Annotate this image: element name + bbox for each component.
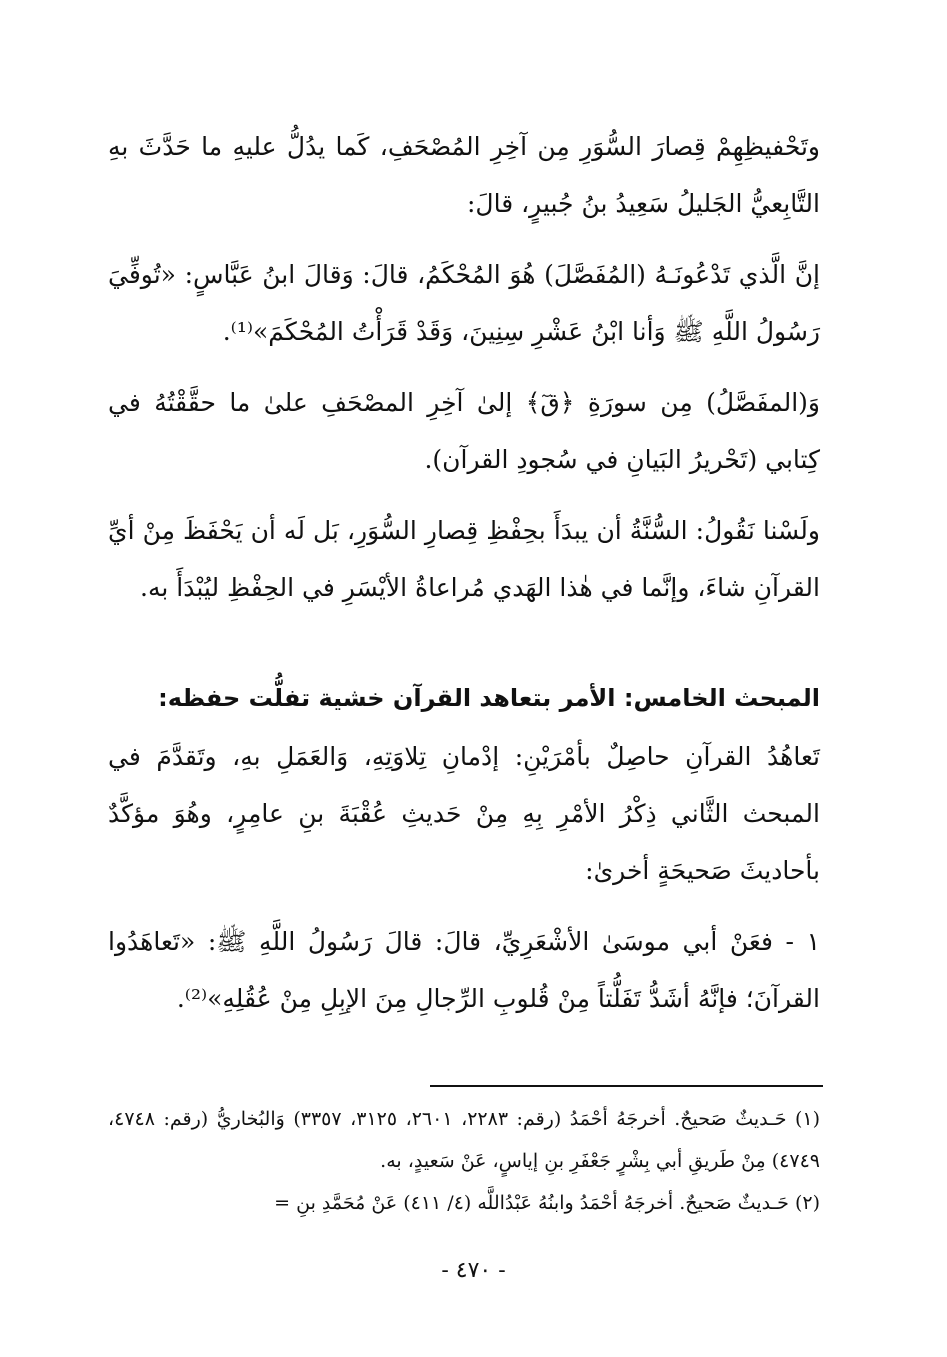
- paragraph-hadith-quote: إنَّ الَّذي تَدْعُونَـهُ (المُفَصَّلَ) هُوَ المُحْكَمُ، قالَ: وَقالَ ابنُ عَبَّاسٍ: «تُوفِّيَ رَسُولُ اللَّهِ ﷺ وَأنا ابْنُ عَشْرِ سِنِينَ، وَقَدْ قَرَأْتُ المُحْكَمَ»⁽¹⁾.: [108, 260, 820, 346]
- section-heading: المبحث الخامس: الأمر بتعاهد القرآن خشية تفلُّت حفظه:: [158, 684, 820, 712]
- section-paragraph-intro: تَعاهُدُ القرآنِ حاصِلٌ بأمْرَيْنِ: إدْمانِ تِلاوَتِهِ، وَالعَمَلِ بهِ، وتَقدَّمَ في المبحث الثَّاني ذِكْرُ الأمْرِ بِهِ مِنْ حَديثِ عُقْبَةَ بنِ عامِرٍ، وهُوَ مؤكَّدٌ بأحاديثَ صَحيحَةٍ أخرىٰ:: [108, 742, 820, 885]
- footnote-2: (٢) حَـديثٌ صَحيحٌ. أخرجَهُ أحْمَدُ وابنُهُ عَبْدُاللَّه (٤/ ٤١١) عَنْ مُحَمَّدِ بنِ =: [274, 1192, 820, 1214]
- page-body: [108, 118, 820, 1041]
- footnote-divider: [430, 1085, 823, 1087]
- section-paragraph-hadith: ١ - فعَنْ أبي موسَىٰ الأشْعَرِيِّ، قالَ: قالَ رَسُولُ اللَّهِ ﷺ: «تَعاهَدُوا القرآنَ؛ فإنَّهُ أشَدُّ تَفَلُّتاً مِنْ قُلوبِ الرِّجالِ مِنَ الإبِلِ مِنْ عُقُلِهِ»⁽²⁾.: [108, 927, 820, 1013]
- page-number: - ٤٧٠ -: [441, 1258, 506, 1283]
- paragraph-intro: وتَحْفيظِهِمْ قِصارَ السُّوَرِ مِن آخِرِ المُصْحَفِ، كَما يدُلُّ عليهِ ما حَدَّثَ بهِ التَّابِعيُّ الجَليلُ سَعِيدُ بنُ جُبيرٍ، قالَ:: [108, 132, 820, 218]
- footnote-1: (١) حَـديثٌ صَحيحٌ. أخرجَهُ أحْمَدُ (رقم: ٢٢٨٣، ٢٦٠١، ٣١٢٥، ٣٣٥٧) وَالبُخاريُّ (رقم: ٤٧٤٨، ٤٧٤٩) مِنْ طَريقِ أبي بِشْرٍ جَعْفَرِ بنِ إياسٍ، عَنْ سَعيدٍ، به.: [108, 1108, 821, 1172]
- footnotes: [108, 1098, 820, 1224]
- paragraph-sunnah-note: ولَسْنا نَقُولُ: السُّنَّةُ أن يبدَأَ بحِفْظِ قِصارِ السُّوَرِ، بَل لَه أن يَحْفَظَ مِنْ أيِّ القرآنِ شاءَ، وإنَّما في هٰذا الهَدي مُراعاةُ الأيْسَرِ في الحِفْظِ ليُبْدَأَ به.: [108, 516, 820, 602]
- paragraph-mufassal-note: وَ(المفَصَّلُ) مِن سورَةِ ﴿قٓ﴾ إلىٰ آخِرِ المصْحَفِ علىٰ ما حقَّقْتُهُ في كِتابي (تَحْريرُ البَيانِ في سُجودِ القرآن).: [108, 388, 820, 474]
